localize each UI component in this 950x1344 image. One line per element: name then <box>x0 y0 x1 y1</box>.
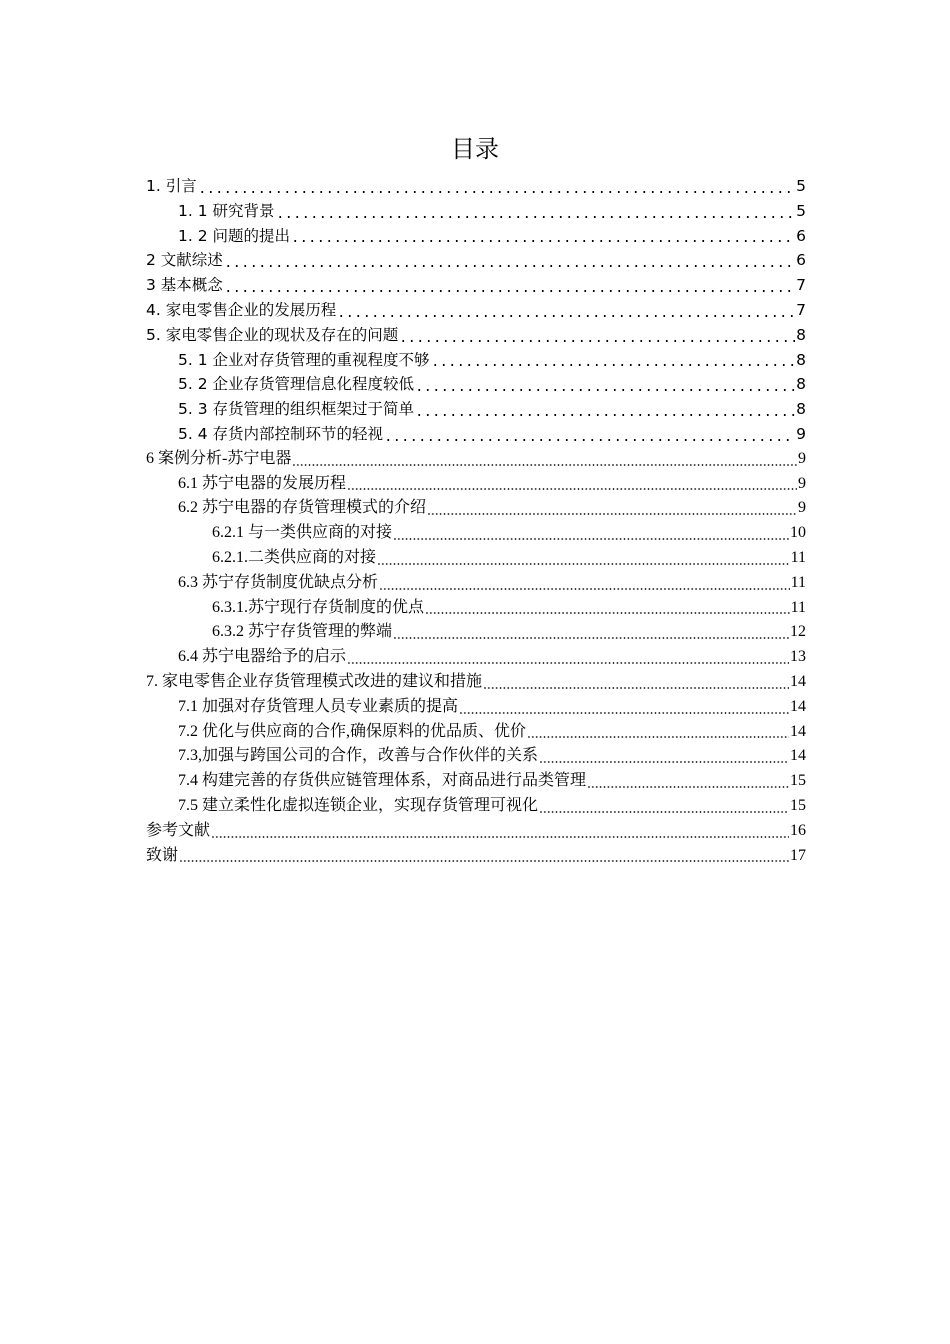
toc-entry-label: 6.2.1.二类供应商的对接 <box>212 548 377 566</box>
toc-dot-leader <box>415 414 795 416</box>
toc-entry-label: 致谢 <box>146 846 179 864</box>
table-of-contents <box>146 174 806 868</box>
toc-entry-page-number: 14 <box>790 722 806 740</box>
toc-entry-label: 5. 4 存货内部控制环节的轻视 <box>178 424 384 443</box>
toc-entry[interactable] <box>146 273 806 298</box>
toc-dot-leader <box>198 191 795 193</box>
toc-dot-leader <box>539 811 789 813</box>
toc-entry-label: 7.3,加强与跨国公司的合作，改善与合作伙伴的关系 <box>178 747 539 765</box>
toc-entry[interactable] <box>146 670 806 695</box>
toc-entry-label: 参考文献 <box>146 821 211 839</box>
toc-entry[interactable] <box>146 323 806 348</box>
toc-entry[interactable] <box>146 645 806 670</box>
toc-entry-label: 7. 家电零售企业存货管理模式改进的建议和措施 <box>146 672 483 690</box>
toc-entry-page-number: 12 <box>790 623 806 641</box>
toc-entry-page-number: 17 <box>790 846 806 864</box>
toc-entry-label: 2 文献综述 <box>146 251 223 270</box>
toc-entry[interactable] <box>146 298 806 323</box>
toc-entry-page-number: 7 <box>796 300 806 319</box>
toc-dot-leader <box>483 687 789 689</box>
toc-entry-label: 6.3 苏宁存货制度优缺点分析 <box>178 573 379 591</box>
toc-entry-page-number: 8 <box>796 400 806 419</box>
toc-entry-label: 1. 引言 <box>146 177 197 195</box>
toc-dot-leader <box>379 588 790 590</box>
toc-entry-label: 1. 1 研究背景 <box>178 201 275 220</box>
toc-entry[interactable] <box>146 248 806 273</box>
toc-entry-page-number: 8 <box>796 375 806 394</box>
toc-entry-page-number: 14 <box>790 747 806 765</box>
toc-dot-leader <box>425 612 790 614</box>
toc-dot-leader <box>427 513 797 515</box>
toc-entry-label: 7.5 建立柔性化虚拟连锁企业，实现存货管理可视化 <box>178 796 539 814</box>
toc-entry-page-number: 9 <box>796 424 806 443</box>
toc-dot-leader <box>292 464 797 466</box>
toc-entry-page-number: 9 <box>798 474 806 492</box>
toc-entry[interactable] <box>146 695 806 720</box>
toc-entry-label: 7.2 优化与供应商的合作,确保原料的优品质、优价 <box>178 722 527 740</box>
toc-entry[interactable] <box>146 472 806 497</box>
toc-entry[interactable] <box>146 720 806 745</box>
toc-entry-page-number: 5 <box>796 201 806 220</box>
toc-entry[interactable] <box>146 496 806 521</box>
toc-dot-leader <box>224 290 795 292</box>
toc-dot-leader <box>539 761 789 763</box>
toc-entry-label: 5. 1 企业对存货管理的重视程度不够 <box>178 350 430 369</box>
toc-dot-leader <box>393 637 789 639</box>
toc-dot-leader <box>377 563 790 565</box>
toc-entry-page-number: 6 <box>796 251 806 270</box>
toc-entry-label: 5. 家电零售企业的现状及存在的问题 <box>146 325 399 344</box>
toc-entry[interactable] <box>146 819 806 844</box>
toc-entry[interactable] <box>146 794 806 819</box>
toc-entry-label: 6.3.2 苏宁存货管理的弊端 <box>212 623 393 641</box>
toc-entry[interactable] <box>146 844 806 869</box>
toc-dot-leader <box>337 315 795 317</box>
toc-entry-page-number: 10 <box>790 524 806 542</box>
toc-entry-page-number: 5 <box>796 177 806 195</box>
toc-dot-leader <box>587 786 789 788</box>
toc-entry-page-number: 11 <box>790 573 806 591</box>
toc-dot-leader <box>399 340 795 342</box>
toc-dot-leader <box>393 538 789 540</box>
toc-entry-page-number: 15 <box>790 796 806 814</box>
toc-entry-page-number: 9 <box>798 449 806 467</box>
toc-dot-leader <box>527 736 789 738</box>
toc-entry-label: 1. 2 问题的提出 <box>178 226 291 245</box>
toc-dot-leader <box>276 216 796 218</box>
toc-entry[interactable] <box>146 224 806 249</box>
toc-entry-page-number: 6 <box>796 226 806 245</box>
toc-dot-leader <box>384 439 795 441</box>
toc-dot-leader <box>224 265 795 267</box>
toc-entry-label: 6.3.1.苏宁现行存货制度的优点 <box>212 598 425 616</box>
toc-entry[interactable] <box>146 744 806 769</box>
toc-entry-label: 7.1 加强对存货管理人员专业素质的提高 <box>178 697 459 715</box>
toc-entry[interactable] <box>146 422 806 447</box>
toc-dot-leader <box>347 488 797 490</box>
toc-dot-leader <box>211 836 789 838</box>
toc-entry-page-number: 15 <box>790 772 806 790</box>
toc-entry[interactable] <box>146 521 806 546</box>
toc-entry-page-number: 11 <box>790 548 806 566</box>
toc-entry-page-number: 9 <box>798 499 806 517</box>
toc-entry-page-number: 14 <box>790 697 806 715</box>
toc-dot-leader <box>415 389 795 391</box>
toc-entry-page-number: 7 <box>796 276 806 295</box>
toc-entry[interactable] <box>146 596 806 621</box>
toc-dot-leader <box>291 240 795 242</box>
toc-entry-page-number: 8 <box>796 350 806 369</box>
toc-entry-label: 5. 3 存货管理的组织框架过于简单 <box>178 400 415 419</box>
toc-entry-label: 4. 家电零售企业的发展历程 <box>146 300 337 319</box>
toc-entry[interactable] <box>146 397 806 422</box>
toc-entry-page-number: 11 <box>790 598 806 616</box>
toc-entry[interactable] <box>146 571 806 596</box>
toc-entry-label: 6.4 苏宁电器给予的启示 <box>178 648 347 666</box>
toc-entry[interactable] <box>146 174 806 199</box>
toc-entry-page-number: 14 <box>790 672 806 690</box>
toc-entry[interactable] <box>146 447 806 472</box>
toc-entry-page-number: 16 <box>790 821 806 839</box>
toc-entry-label: 6.1 苏宁电器的发展历程 <box>178 474 347 492</box>
toc-entry[interactable] <box>146 372 806 397</box>
toc-entry[interactable] <box>146 620 806 645</box>
toc-dot-leader <box>459 712 789 714</box>
toc-entry-label: 7.4 构建完善的存货供应链管理体系，对商品进行品类管理 <box>178 772 587 790</box>
toc-entry-label: 6.2 苏宁电器的存货管理模式的介绍 <box>178 499 427 517</box>
toc-entry-label: 5. 2 企业存货管理信息化程度较低 <box>178 375 415 394</box>
toc-entry[interactable] <box>146 769 806 794</box>
toc-entry-page-number: 8 <box>796 325 806 344</box>
toc-dot-leader <box>431 364 796 366</box>
toc-dot-leader <box>347 662 789 664</box>
toc-entry-label: 6.2.1 与一类供应商的对接 <box>212 524 393 542</box>
toc-title: 目录 <box>451 135 499 163</box>
toc-entry-page-number: 13 <box>790 648 806 666</box>
toc-entry[interactable] <box>146 199 806 224</box>
toc-entry-label: 3 基本概念 <box>146 276 223 295</box>
toc-entry[interactable] <box>146 348 806 373</box>
toc-entry[interactable] <box>146 546 806 571</box>
toc-dot-leader <box>179 860 789 862</box>
toc-entry-label: 6 案例分析-苏宁电器 <box>146 449 292 467</box>
